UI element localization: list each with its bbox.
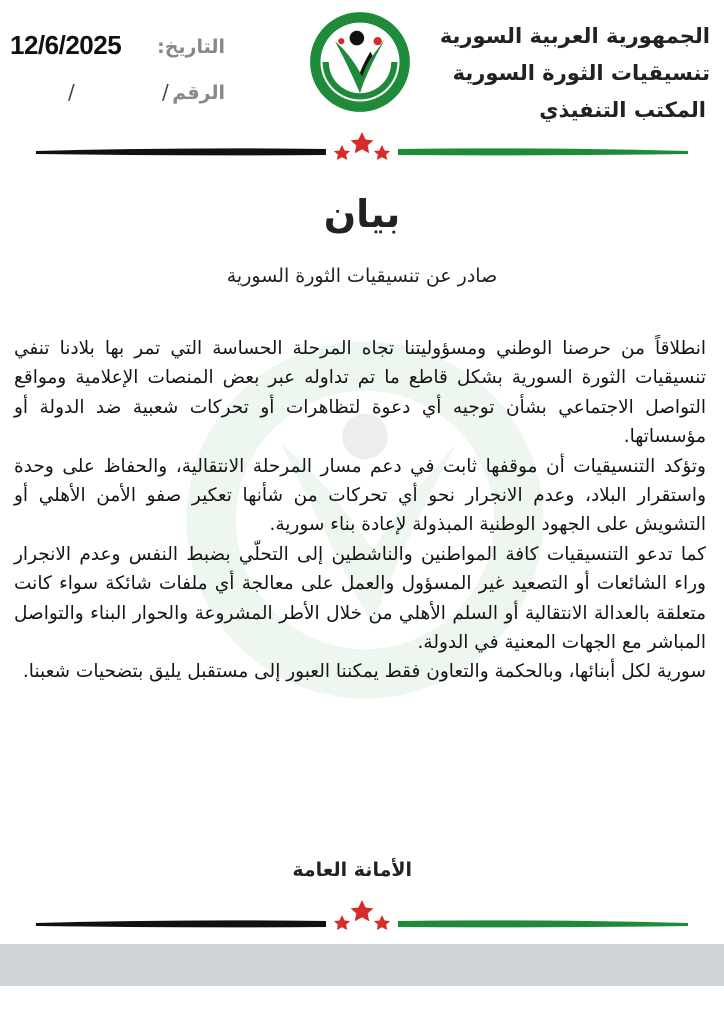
flag-divider-bottom xyxy=(36,896,688,932)
signature: الأمانة العامة xyxy=(292,859,412,881)
organization-name: تنسيقيات الثورة السورية xyxy=(452,61,710,85)
number-slash: / xyxy=(68,80,75,104)
date-label: التاريخ: xyxy=(157,36,225,58)
statement-paragraph: كما تدعو التنسيقيات كافة المواطنين والناشطين إلى التحلّي بضبط النفس وعدم الانجرار وراء الشائعات أو التصعيد غير المسؤول والعمل على معالجة أي ملفات شائكة سواء كانت متعلقة بالعدالة الانتقالية أو السلم الأهلي من خلال الأطر المشروعة والحوار البناء والتواصل المباشر مع الجهات المعنية في الدولة. xyxy=(14,543,706,654)
republic-name: الجمهورية العربية السورية xyxy=(439,24,710,48)
header-institution-block xyxy=(440,18,710,129)
date-value: 12/6/2025 xyxy=(10,30,122,60)
statement-paragraph: انطلاقاً من حرصنا الوطني ومسؤوليتنا تجاه المرحلة الحساسة التي تمر بها بلادنا تنفي تنسيقيات الثورة السورية بشكل قاطع ما تم تداوله عبر بعض المنصات الإعلامية ومواقع التواصل الاجتماعي بشأن توجيه أي دعوة لتظاهرات أو تحركات شعبية ضد الدولة أو مؤسساتها. xyxy=(14,338,706,448)
statement-paragraph: وتؤكد التنسيقيات أن موقفها ثابت في دعم مسار المرحلة الانتقالية، والحفاظ على وحدة واستقرار البلاد، وعدم الانجرار نحو أي تحركات من شأنها تعكير صفو الأمن الأهلي أو التشويش على الجهود الوطنية المبذولة لإعادة بناء سورية. xyxy=(14,455,706,536)
number-slash: / xyxy=(162,80,169,104)
office-name: المكتب التنفيذي xyxy=(539,98,706,122)
document-title: بيان xyxy=(323,192,401,236)
reference-block xyxy=(10,30,225,112)
number-label: الرقم xyxy=(172,82,225,104)
document-subtitle: صادر عن تنسيقيات الثورة السورية xyxy=(226,265,498,287)
footer-bar xyxy=(0,944,724,986)
flag-divider-top xyxy=(36,130,688,166)
organization-logo xyxy=(308,10,412,114)
statement-paragraph: سورية لكل أبنائها، وبالحكمة والتعاون فقط يمكننا العبور إلى مستقبل يليق بتضحيات شعبنا. xyxy=(22,661,706,683)
statement-body xyxy=(14,334,706,687)
